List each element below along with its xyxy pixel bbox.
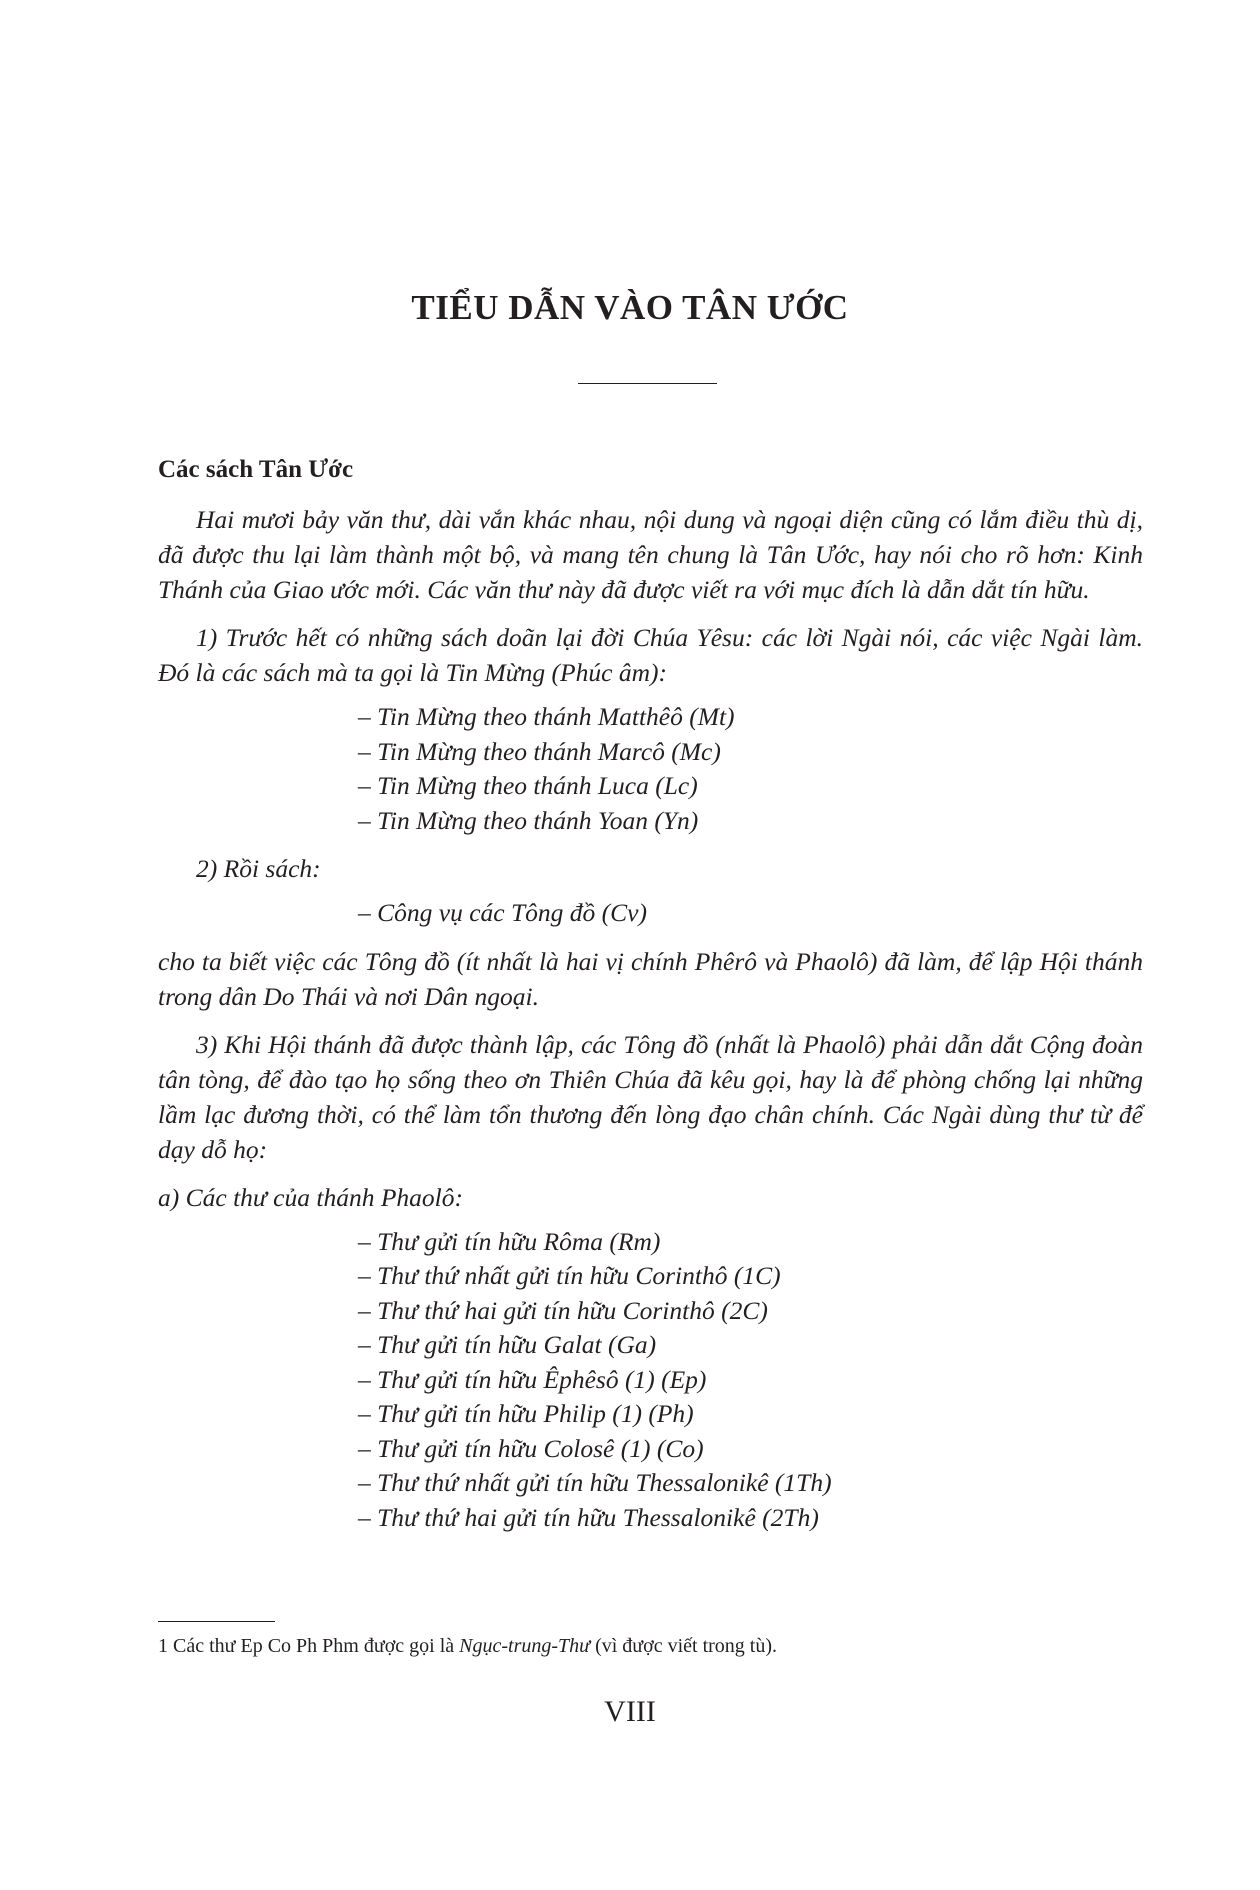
list-item-text: Thư gửi tín hữu Rôma (Rm) [377,1226,661,1256]
list-item-text: Công vụ các Tông đồ (Cv) [377,898,647,927]
page-title: TIỂU DẪN VÀO TÂN ƯỚC [411,288,849,327]
list-dash: – [358,736,371,766]
list-item [358,1294,1143,1329]
list-dash: – [358,1502,371,1532]
section-heading: Các sách Tân Ước [158,456,354,483]
list-dash: – [358,1261,371,1290]
list-dash: – [358,1468,371,1497]
list-item-text: Thư gửi tín hữu Êphêsô (1) (Ep) [377,1364,707,1394]
list-dash: – [358,1399,371,1428]
list-item-text: Thư thứ nhất gửi tín hữu Corinthô (1C) [377,1261,781,1290]
list-item [358,1225,1143,1260]
list-item-text: Thư gửi tín hữu Colosê (1) (Co) [377,1433,704,1463]
gospels-paragraph: 1) Trước hết có những sách doãn lại đời Chúa Yêsu: các lời Ngài nói, các việc Ngài làm. Đó là các sách mà ta gọi là Tin Mừng (Phúc âm): [158,623,1143,687]
list-item [358,804,1143,839]
acts-description-paragraph: cho ta biết việc các Tông đồ (ít nhất là hai vị chính Phêrô và Phaolô) đã làm, để lập Hội thánh trong dân Do Thái và nơi Dân ngoại. [158,946,1143,1011]
list-item-text: Thư thứ nhất gửi tín hữu Thessalonikê (1Th) [377,1468,832,1497]
pauline-letters-list [158,1225,1143,1536]
list-dash: – [358,1330,371,1359]
list-item [358,1466,1143,1501]
footnote [158,1632,777,1660]
list-dash: – [358,898,371,927]
list-item [358,896,1143,931]
list-item [358,769,1143,804]
list-item [358,735,1143,770]
list-dash: – [358,1226,371,1256]
list-item [358,1432,1143,1467]
letters-paragraph: 3) Khi Hội thánh đã được thành lập, các Tông đồ (nhất là Phaolô) phải dẫn dắt Cộng đoàn tân tòng, để đào tạo họ sống theo ơn Thiên Chúa đã kêu gọi, hay là để phòng chống lại những lầm lạc đương thời, có thể làm tổn thương đến lòng đạo chân chính. Các Ngài dùng thư từ để dạy dỗ họ: [158,1029,1143,1164]
list-item-text: Thư gửi tín hữu Philip (1) (Ph) [377,1399,694,1428]
footnote-emphasis: Ngục-trung-Thư [459,1635,591,1657]
list-dash: – [358,1364,371,1394]
list-item-text: Thư thứ hai gửi tín hữu Corinthô (2C) [377,1295,768,1325]
title-divider [578,383,717,384]
list-item-text: Thư thứ hai gửi tín hữu Thessalonikê (2Th) [377,1502,819,1532]
list-item [358,1501,1143,1536]
list-item [358,700,1143,735]
footnote-divider [158,1621,275,1622]
list-dash: – [358,1433,371,1463]
list-item-text: Tin Mừng theo thánh Yoan (Yn) [377,805,699,835]
acts-list [158,896,1143,931]
footnote-suffix: (vì được viết trong tù). [590,1635,777,1657]
pauline-letters-heading: a) Các thư của thánh Phaolô: [158,1182,463,1212]
acts-paragraph: 2) Rồi sách: [196,854,321,883]
list-dash: – [358,771,371,800]
list-dash: – [358,702,371,731]
page-number: VIII [604,1695,656,1728]
footnote-text: 1 Các thư Ep Co Ph Phm được gọi là [158,1635,460,1657]
list-dash: – [358,1295,371,1325]
gospels-list [158,700,1143,838]
intro-paragraph: Hai mươi bảy văn thư, dài vắn khác nhau, nội dung và ngoại diện cũng có lắm điều thù dị, đã được thu lại làm thành một bộ, và mang tên chung là Tân Ước, hay nói cho rõ hơn: Kinh Thánh của Giao ước mới. Các văn thư này đã được viết ra với mục đích là dẫn dắt tín hữu. [158,505,1143,604]
list-item [358,1397,1143,1432]
main-content [158,452,1143,1548]
list-item-text: Thư gửi tín hữu Galat (Ga) [377,1330,657,1359]
list-item-text: Tin Mừng theo thánh Luca (Lc) [377,771,698,800]
list-item [358,1328,1143,1363]
list-dash: – [358,805,371,835]
list-item [358,1259,1143,1294]
list-item [358,1363,1143,1398]
list-item-text: Tin Mừng theo thánh Marcô (Mc) [377,736,721,766]
list-item-text: Tin Mừng theo thánh Matthêô (Mt) [377,702,735,731]
